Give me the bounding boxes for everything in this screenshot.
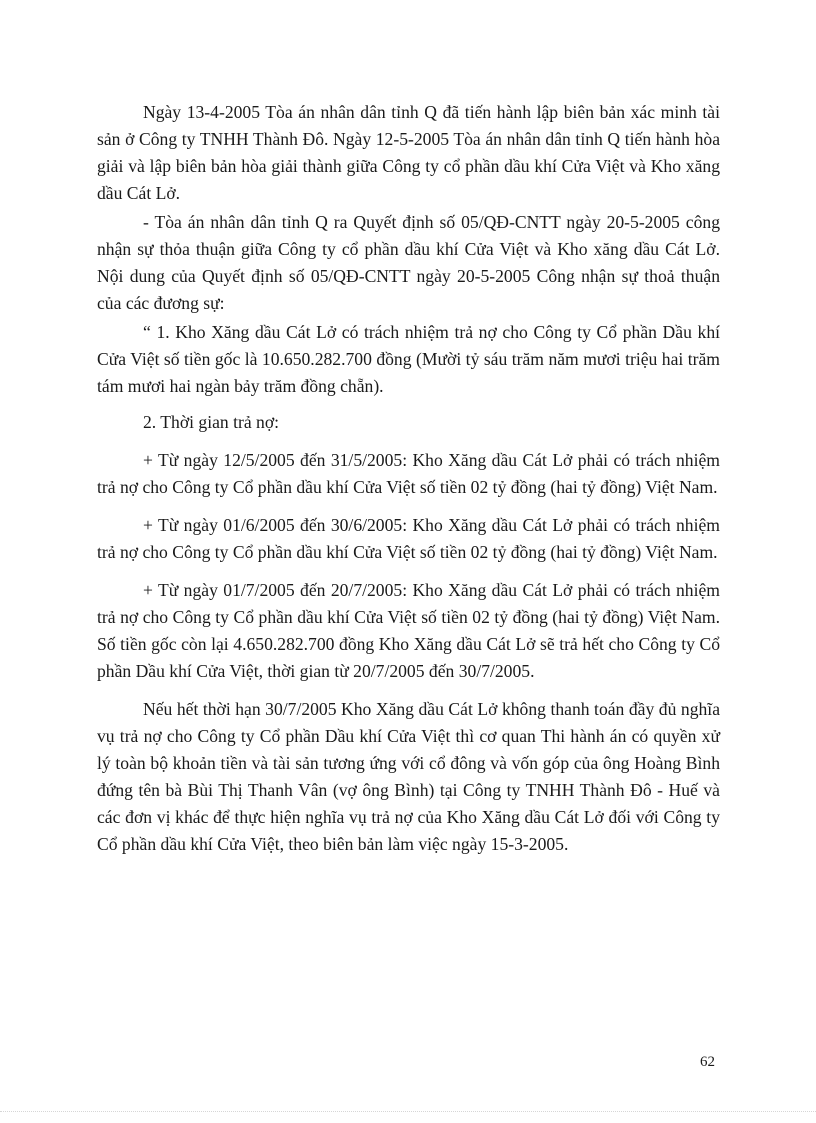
paragraph-debt-amount: “ 1. Kho Xăng dầu Cát Lở có trách nhiệm trả nợ cho Công ty Cổ phần Dầu khí Cửa Việt số tiền gốc là 10.650.282.700 đồng (Mười tỷ sáu trăm năm mươi triệu hai trăm tám mươi hai ngàn bảy trăm đồng chẵn). <box>97 322 720 396</box>
paragraph-asset-verification: Ngày 13-4-2005 Tòa án nhân dân tỉnh Q đã tiến hành lập biên bản xác minh tài sản ở Công ty TNHH Thành Đô. Ngày 12-5-2005 Tòa án nhân dân tỉnh Q tiến hành hòa giải và lập biên bản hòa giải thành giữa Công ty cổ phần dầu khí Cửa Việt và Kho xăng dầu Cát Lở. <box>97 102 720 203</box>
page-number: 62 <box>700 1054 715 1070</box>
document-body <box>97 99 720 858</box>
paragraph-court-decision: - Tòa án nhân dân tỉnh Q ra Quyết định số 05/QĐ-CNTT ngày 20-5-2005 công nhận sự thỏa thuận giữa Công ty cổ phần dầu khí Cửa Việt và Kho xăng dầu Cát Lở. Nội dung của Quyết định số 05/QĐ-CNTT ngày 20-5-2005 Công nhận sự thoả thuận của các đương sự: <box>97 212 720 313</box>
paragraph-installment-june: + Từ ngày 01/6/2005 đến 30/6/2005: Kho Xăng dầu Cát Lở phải có trách nhiệm trả nợ cho Công ty Cổ phần dầu khí Cửa Việt số tiền 02 tỷ đồng (hai tỷ đồng) Việt Nam. <box>97 515 720 562</box>
paragraph-installment-may: + Từ ngày 12/5/2005 đến 31/5/2005: Kho Xăng dầu Cát Lở phải có trách nhiệm trả nợ cho Công ty Cổ phần dầu khí Cửa Việt số tiền 02 tỷ đồng (hai tỷ đồng) Việt Nam. <box>97 450 720 497</box>
paragraph-repayment-schedule-heading: 2. Thời gian trả nợ: <box>143 412 280 432</box>
paragraph-installment-july: + Từ ngày 01/7/2005 đến 20/7/2005: Kho Xăng dầu Cát Lở phải có trách nhiệm trả nợ cho Công ty Cổ phần dầu khí Cửa Việt số tiền 02 tỷ đồng (hai tỷ đồng) Việt Nam. Số tiền gốc còn lại 4.650.282.700 đồng Kho Xăng dầu Cát Lở sẽ trả hết cho Công ty Cổ phần Dầu khí Cửa Việt, thời gian từ 20/7/2005 đến 30/7/2005. <box>97 580 720 681</box>
page-bottom-divider <box>0 1111 816 1112</box>
paragraph-enforcement-clause: Nếu hết thời hạn 30/7/2005 Kho Xăng dầu Cát Lở không thanh toán đầy đủ nghĩa vụ trả nợ cho Công ty Cổ phần Dầu khí Cửa Việt thì cơ quan Thi hành án có quyền xử lý toàn bộ khoản tiền và tài sản tương ứng với cổ đông và vốn góp của ông Hoàng Bình đứng tên bà Bùi Thị Thanh Vân (vợ ông Bình) tại Công ty TNHH Thành Đô - Huế và các đơn vị khác để thực hiện nghĩa vụ trả nợ của Kho Xăng dầu Cát Lở đối với Công ty Cổ phần dầu khí Cửa Việt, theo biên bản làm việc ngày 15-3-2005. <box>97 699 720 854</box>
